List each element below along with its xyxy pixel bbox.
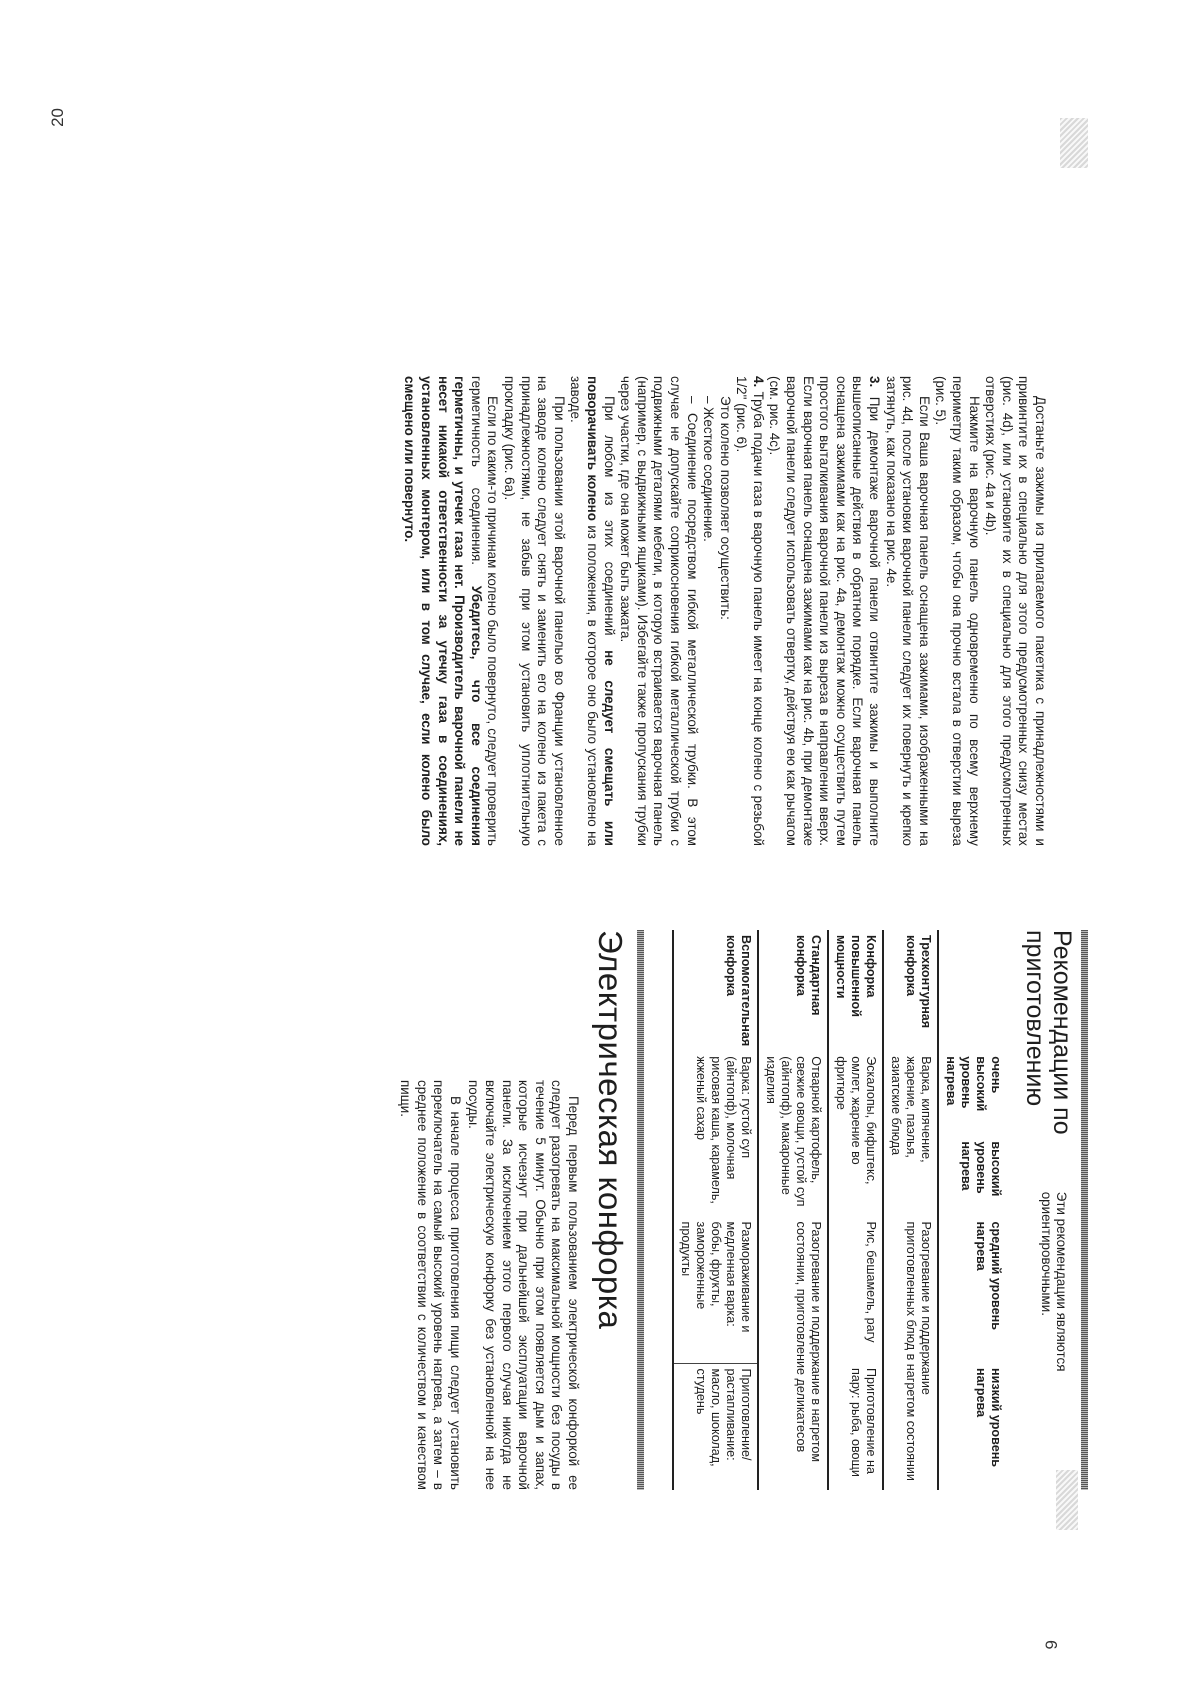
paragraph-clamps-4d: Если Ваша варочная панель оснащена зажимами, изображенными на рис. 4d, после установки варочной панели следует их повернуть и крепко затянуть, как показано на рис. 4e.: [883, 376, 932, 846]
elbow-intro: Это колено позволяет осуществить:: [717, 396, 733, 620]
item-4: [733, 376, 766, 846]
cell-medium: Разогревание и поддержание в нагретом состоянии, приготовление деликатесов: [758, 1217, 828, 1490]
table-row: [673, 930, 758, 1490]
table-header-medium: средний уровень нагрева: [974, 1221, 1003, 1330]
table-row: [883, 930, 938, 1490]
installation-column: [401, 376, 1048, 846]
cell-low: Приготовление на пару: рыба, овощи: [828, 1363, 883, 1490]
burner-name: Вспомогательная конфорка: [673, 930, 758, 1051]
item-4-number: 4.: [750, 376, 766, 388]
cell-very-high: Варка: густой суп (айнтопф), молочная рисовая каша, карамель, жженый сахар: [673, 1051, 758, 1216]
burner-name: Конфорка повышенной мощности: [828, 930, 883, 1051]
burner-name: Трехконтурная конфорка: [883, 930, 938, 1051]
recommendations-column: [394, 930, 1088, 1490]
rigid-connection: – Жесткое соединение.: [701, 396, 717, 542]
table-header-high: высокий уровень нагрева: [959, 1141, 1003, 1197]
page-number-left: 20: [48, 108, 67, 127]
table-header-very-high: очень высокий уровень нагрева: [944, 1056, 1003, 1112]
section-rule: [637, 930, 644, 1490]
cell-very-high: Отварной картофель, свежие овощи, густой суп (айнтопф), макаронные изделия: [758, 1051, 828, 1216]
check-note: [401, 376, 501, 846]
table-header-low: низкий уровень нагрева: [974, 1368, 1003, 1468]
electric-title: Электрическая конфорка: [592, 930, 629, 1330]
table-row: [828, 930, 883, 1490]
table-header-row: [938, 930, 1007, 1490]
cell-medium: Разогревание и поддержание приготовленных блюд в нагретом состоянии: [883, 1217, 938, 1490]
cell-medium: Рис, бешамель, рагу: [828, 1217, 883, 1363]
recommendations-title: Рекомендации по приготовлению: [1021, 930, 1076, 1135]
warning-pre: При любом из этих соединений: [601, 396, 617, 651]
france-note: При пользовании этой варочной панелью во Франции установленное на заводе колено следует снять и заменить его на колено из пакета с принадлежностями, не забыв при этом установить уплотнительную прокладку (рис. 6a).: [502, 376, 567, 846]
item-3-text: При демонтаже варочной панели отвинтите зажимы и выполните вышеописанные действия в обратном порядке. Если варочная панель оснащена зажимами как на рис. 4a, демонтаж можно осуществить путем простого выталкивания варочной панели из выреза в направлении вверх. Если варочная панель оснащена зажимами как на рис. 4b, при демонтаже варочной панели следует использовать отвертку, действуя ею как рычагом (см. рис. 4c).: [767, 376, 883, 846]
electric-paragraph-2: В начале процесса приготовления пищи следует установить переключатель на самый высокий уровень нагрева, а затем – в среднее положение в соответствии с количеством и качеством пищи.: [398, 1080, 463, 1490]
cell-medium: Размораживание и медленная варка: бобы, фрукты, замороженные продукты: [673, 1217, 758, 1363]
paragraph-clamps: Достаньте зажимы из прилагаемого пакетика с принадлежностями и привинтите их в специально для этого предусмотренных снизу местах (рис. 4d), или установите их в специально для этого предусмотренных отверстиях (рис. 4a и 4b).: [983, 376, 1048, 846]
cell-low: Приготовление/растапливание: масло, шоколад, студень: [673, 1363, 758, 1490]
electric-section: [396, 930, 644, 1490]
warning-post: из положения, в которое оно было установлено на заводе.: [568, 376, 600, 846]
paragraph-press: Нажмите на варочную панель одновременно по всему верхнему периметру таким образом, чтобы она прочно встала в отверстии выреза (рис. 5).: [933, 376, 982, 846]
item-3-number: 3.: [867, 376, 883, 388]
cell-very-high: Эскалопы, бифштекс, омлет, жарение во фритюре: [828, 1051, 883, 1216]
item-3: [766, 376, 882, 846]
recommendations-table: [672, 930, 1007, 1490]
item-4-text: Труба подачи газа в варочную панель имеет на конце колено с резьбой 1/2" (рис. 6).: [734, 376, 766, 846]
burner-name: Стандартная конфорка: [758, 930, 828, 1051]
warning-elbow: [567, 376, 617, 846]
warning-bold: не следует смещать или поворачивать колено: [584, 376, 617, 846]
table-row: [758, 930, 828, 1490]
recommendations-header: [1021, 930, 1075, 1490]
flexible-connection: – Соединение посредством гибкой металлической трубки. В этом случае не допускайте соприкосновения гибкой металлической трубки с подвижными деталями мебели, в которую встраивается варочная панель (например, с выдвижными ящиками). Избегайте также пропускания трубки через участки, где она может быть зажата.: [618, 376, 700, 846]
cell-very-high: Варка, кипячение, жарение, паэлья, азиатские блюда: [883, 1051, 938, 1216]
recommendations-note: Эти рекомендации являются ориентировочными.: [1039, 1191, 1069, 1372]
check-bold: Убедитесь, что все соединения герметичны, и утечек газа нет. Производитель варочной панели не несет никакой ответственности за утечку газа в соединениях, установленных монтером, или в том случае, если колено было смещено или повернуто.: [402, 376, 484, 846]
check-pre: Если по каким-то причинам колено было повернуто, следует проверить герметичность соединения.: [468, 376, 501, 846]
scan-noise-top: [1060, 118, 1088, 168]
page-number-right: 9: [1042, 1640, 1061, 1650]
section-rule: [1081, 930, 1088, 1490]
table-header-burner: [938, 930, 1007, 1051]
electric-paragraph-1: Перед первым пользованием электрической конфоркой ее следует разогревать на максимальной мощности без посуды в течение 5 минут. Обычно при этом появляется дым и запах, которые исчезнут при дальнейшей эксплуатации варочной панели. За исключением этого первого случая никогда не включайте электрическую конфорку без установленной на нее посуды.: [466, 1080, 581, 1490]
